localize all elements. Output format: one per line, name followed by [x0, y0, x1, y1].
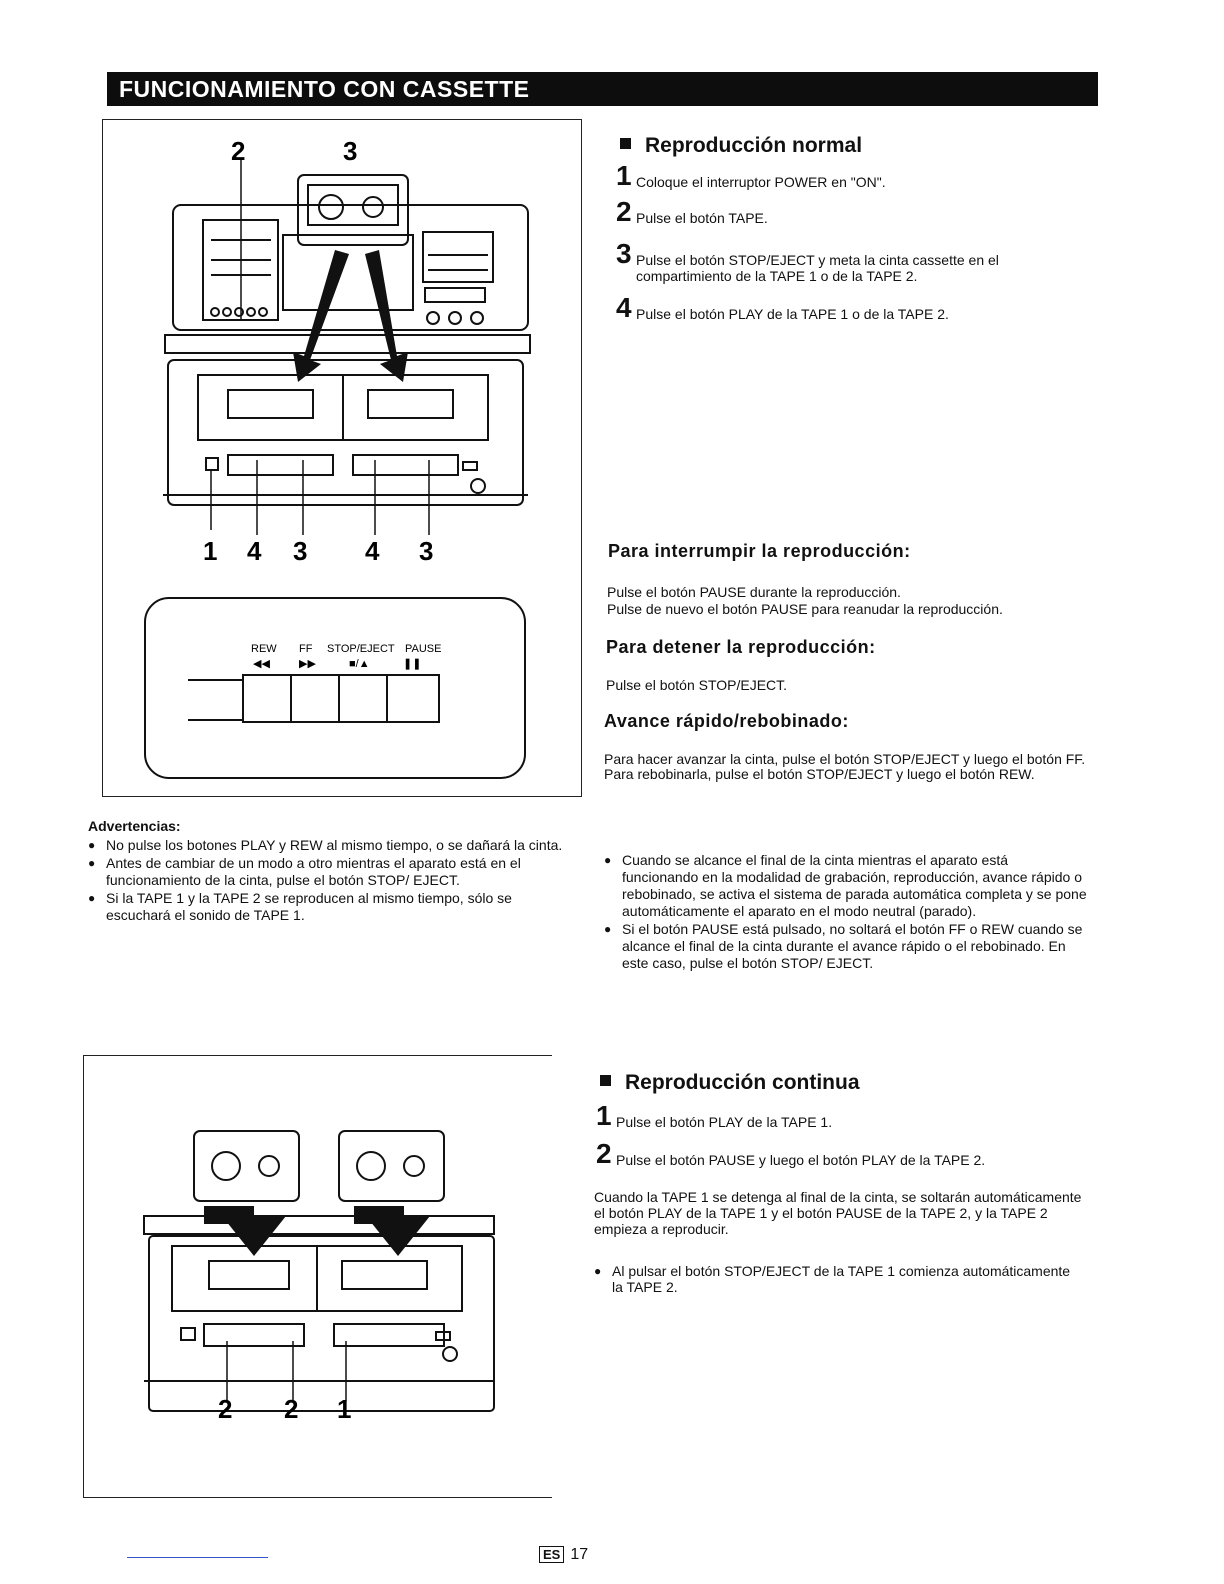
- fig1-label-bottom-1: 4: [247, 536, 262, 566]
- continuous-step: 2 Pulse el botón PAUSE y luego el botón PLAY de la TAPE 2.: [596, 1138, 986, 1169]
- cassette-deck-illustration: [103, 120, 581, 796]
- continuous-note: ● Al pulsar el botón STOP/EJECT de la TAPE 1 comienza automáticamente la TAPE 2.: [594, 1263, 1080, 1296]
- fig1-label-bottom-0: 1: [203, 536, 218, 566]
- square-bullet-icon: [600, 1075, 611, 1086]
- warnings-title: Advertencias:: [88, 818, 181, 834]
- continuous-paragraph: Cuando la TAPE 1 se detenga al final de la cinta, se soltarán automáticamente el botón PLAY de la TAPE 1 y el botón PAUSE de la TAPE 2, y la TAPE 2 empieza a reproducir.: [594, 1189, 1082, 1237]
- stop-eject-symbol: ■/▲: [349, 658, 370, 670]
- heading-normal-playback: Reproducción normal: [620, 134, 862, 158]
- rew-symbol: ◀◀: [253, 658, 270, 670]
- figure-continuous-playback: [83, 1055, 552, 1498]
- heading-continuous-playback: Reproducción continua: [600, 1071, 860, 1095]
- pause-symbol: ❚❚: [403, 658, 422, 670]
- warning-item: ● No pulse los botones PLAY y REW al mismo tiempo, o se dañará la cinta.: [88, 837, 568, 854]
- button-label-ff: FF: [299, 643, 313, 655]
- section-header-bar: [107, 72, 1098, 106]
- fig2-label-bottom-2: 1: [337, 1394, 352, 1424]
- fig1-label-bottom-2: 3: [293, 536, 308, 566]
- section-title: FUNCIONAMIENTO CON CASSETTE: [119, 76, 530, 102]
- interrupt-line1: Pulse el botón PAUSE durante la reproducción.: [607, 584, 901, 600]
- fig1-label-top-0: 2: [231, 136, 246, 166]
- ff-symbol: ▶▶: [299, 658, 316, 670]
- button-label-stop-eject: STOP/EJECT: [327, 643, 395, 655]
- square-bullet-icon: [620, 138, 631, 149]
- normal-step: 2 Pulse el botón TAPE.: [616, 196, 768, 227]
- note-item: ● Cuando se alcance el final de la cinta mientras el aparato está funcionando en la modalidad de grabación, reproducción, avance rápido o rebobinado, se activa el sistema de parada automática completa y se pone automáticamente el aparato en el modo neutral (parado).: [604, 852, 1088, 920]
- continuous-step: 1 Pulse el botón PLAY de la TAPE 1.: [596, 1100, 833, 1131]
- note-item: ● Si el botón PAUSE está pulsado, no soltará el botón FF o REW cuando se alcance el final de la cinta durante el avance rápido o el rebobinado. En este caso, pulse el botón STOP/ EJECT.: [604, 921, 1088, 972]
- normal-step: 1 Coloque el interruptor POWER en "ON".: [616, 160, 886, 191]
- divider: [127, 1557, 268, 1558]
- fig2-label-bottom-0: 2: [218, 1394, 233, 1424]
- normal-step: 4 Pulse el botón PLAY de la TAPE 1 o de la TAPE 2.: [616, 292, 949, 323]
- figure-cassette-deck: [102, 119, 582, 797]
- continuous-playback-illustration: [84, 1056, 552, 1497]
- stop-text: Pulse el botón STOP/EJECT.: [606, 677, 788, 693]
- fig1-label-bottom-3: 4: [365, 536, 380, 566]
- language-badge: ES: [539, 1546, 564, 1563]
- heading-interrupt: Para interrumpir la reproducción:: [608, 541, 911, 561]
- warning-item: ● Antes de cambiar de un modo a otro mientras el aparato está en el funcionamiento de la cinta, pulse el botón STOP/ EJECT.: [88, 855, 568, 889]
- warning-item: ● Si la TAPE 1 y la TAPE 2 se reproducen al mismo tiempo, sólo se escuchará el sonido de TAPE 1.: [88, 890, 568, 924]
- page-number: 17: [570, 1546, 589, 1563]
- fig2-label-bottom-1: 2: [284, 1394, 299, 1424]
- warnings-block: [88, 818, 568, 925]
- button-label-pause: PAUSE: [405, 643, 442, 655]
- interrupt-line2: Pulse de nuevo el botón PAUSE para reanudar la reproducción.: [607, 601, 1003, 617]
- fig1-label-top-1: 3: [343, 136, 358, 166]
- ffrew-text: Para hacer avanzar la cinta, pulse el botón STOP/EJECT y luego el botón FF. Para rebobinarla, pulse el botón STOP/EJECT y luego el botón REW.: [604, 751, 1086, 782]
- page-footer: [539, 1546, 588, 1564]
- button-label-rew: REW: [251, 643, 277, 655]
- heading-ffrew: Avance rápido/rebobinado:: [604, 711, 849, 731]
- notes-block: [604, 852, 1088, 973]
- heading-stop: Para detener la reproducción:: [606, 637, 876, 657]
- normal-step: 3 Pulse el botón STOP/EJECT y meta la cinta cassette en el compartimiento de la TAPE 1 o de la TAPE 2.: [616, 238, 999, 284]
- fig1-label-bottom-4: 3: [419, 536, 434, 566]
